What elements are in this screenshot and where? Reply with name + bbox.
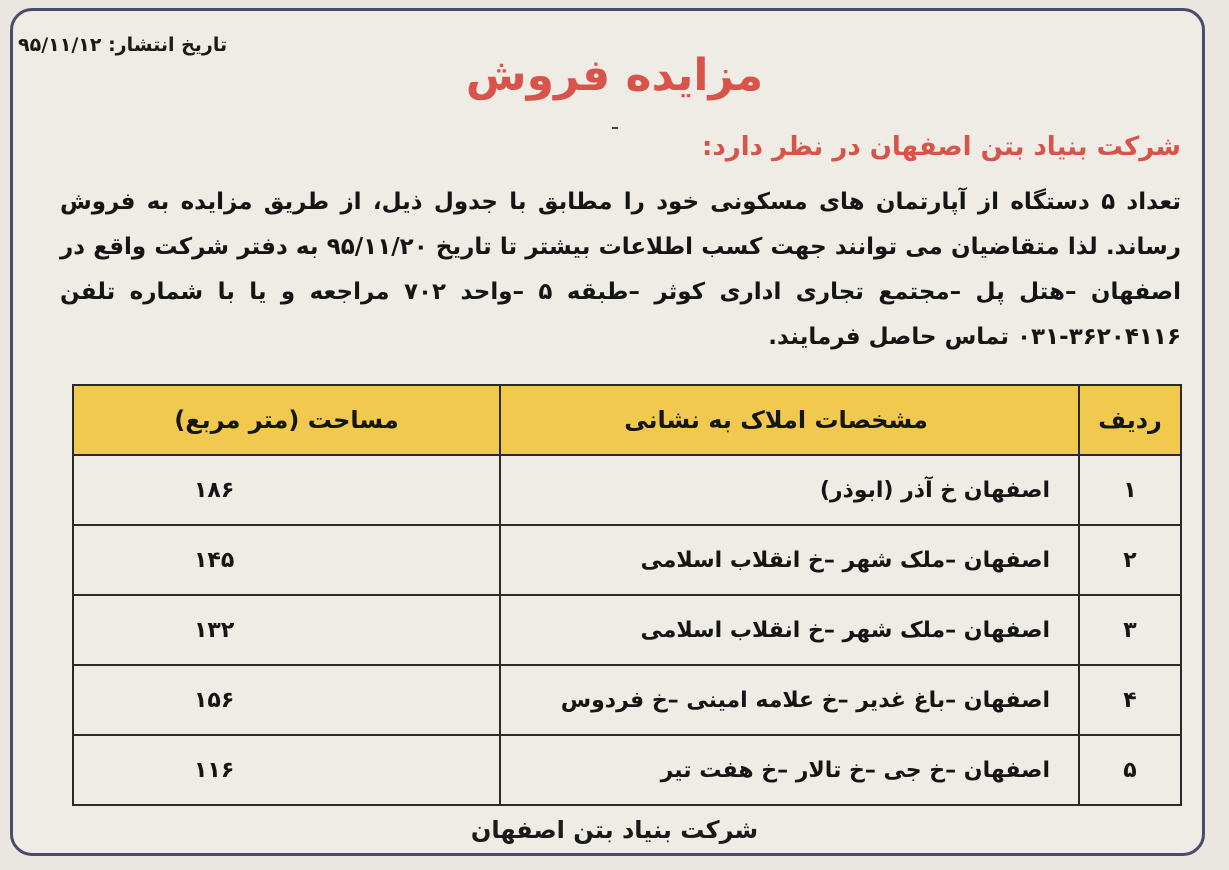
company-intro: شرکت بنیاد بتن اصفهان در نظر دارد: [702, 132, 1181, 162]
property-table-grid [72, 384, 1182, 806]
decorative-tick [612, 127, 618, 129]
property-table [72, 384, 1182, 806]
row-description: اصفهان –خ جی –خ تالار –خ هفت تیر [500, 735, 1079, 805]
row-description: اصفهان –ملک شهر –خ انقلاب اسلامی [500, 595, 1079, 665]
row-area: ۱۴۵ [73, 525, 500, 595]
table-row [73, 595, 1181, 665]
footer-company-name: شرکت بنیاد بتن اصفهان [470, 816, 759, 844]
row-area: ۱۱۶ [73, 735, 500, 805]
row-number: ۳ [1079, 595, 1181, 665]
page-title: مزایده فروش [465, 50, 764, 101]
row-area: ۱۳۲ [73, 595, 500, 665]
row-description: اصفهان –ملک شهر –خ انقلاب اسلامی [500, 525, 1079, 595]
row-description: اصفهان خ آذر (ابوذر) [500, 455, 1079, 525]
table-row [73, 525, 1181, 595]
publication-date-text: تاریخ انتشار: ۹۵/۱۱/۱۲ [18, 34, 228, 56]
row-number: ۲ [1079, 525, 1181, 595]
header-description: مشخصات املاک به نشانی [500, 385, 1079, 455]
row-description: اصفهان –باغ غدیر –خ علامه امینی –خ فردوس [500, 665, 1079, 735]
row-area: ۱۵۶ [73, 665, 500, 735]
table-row [73, 735, 1181, 805]
notice-body: تعداد ۵ دستگاه از آپارتمان های مسکونی خود را مطابق با جدول ذیل، از طریق مزایده به فروش رساند. لذا متقاضیان می توانند جهت کسب اطلاعات بیشتر تا تاریخ ۹۵/۱۱/۲۰ به دفتر شرکت واقع در اصفهان –هتل پل –مجتمع تجاری اداری کوثر –طبقه ۵ –واحد ۷۰۲ مراجعه و یا با شماره تلفن ۳۶۲۰۴۱۱۶-۰۳۱ تماس حاصل فرمایند. [60, 189, 1181, 350]
table-row [73, 665, 1181, 735]
row-number: ۱ [1079, 455, 1181, 525]
header-area: مساحت (متر مربع) [73, 385, 500, 455]
row-area: ۱۸۶ [73, 455, 500, 525]
table-row [73, 455, 1181, 525]
row-number: ۵ [1079, 735, 1181, 805]
header-row-number: ردیف [1079, 385, 1181, 455]
table-header-row [73, 385, 1181, 455]
row-number: ۴ [1079, 665, 1181, 735]
